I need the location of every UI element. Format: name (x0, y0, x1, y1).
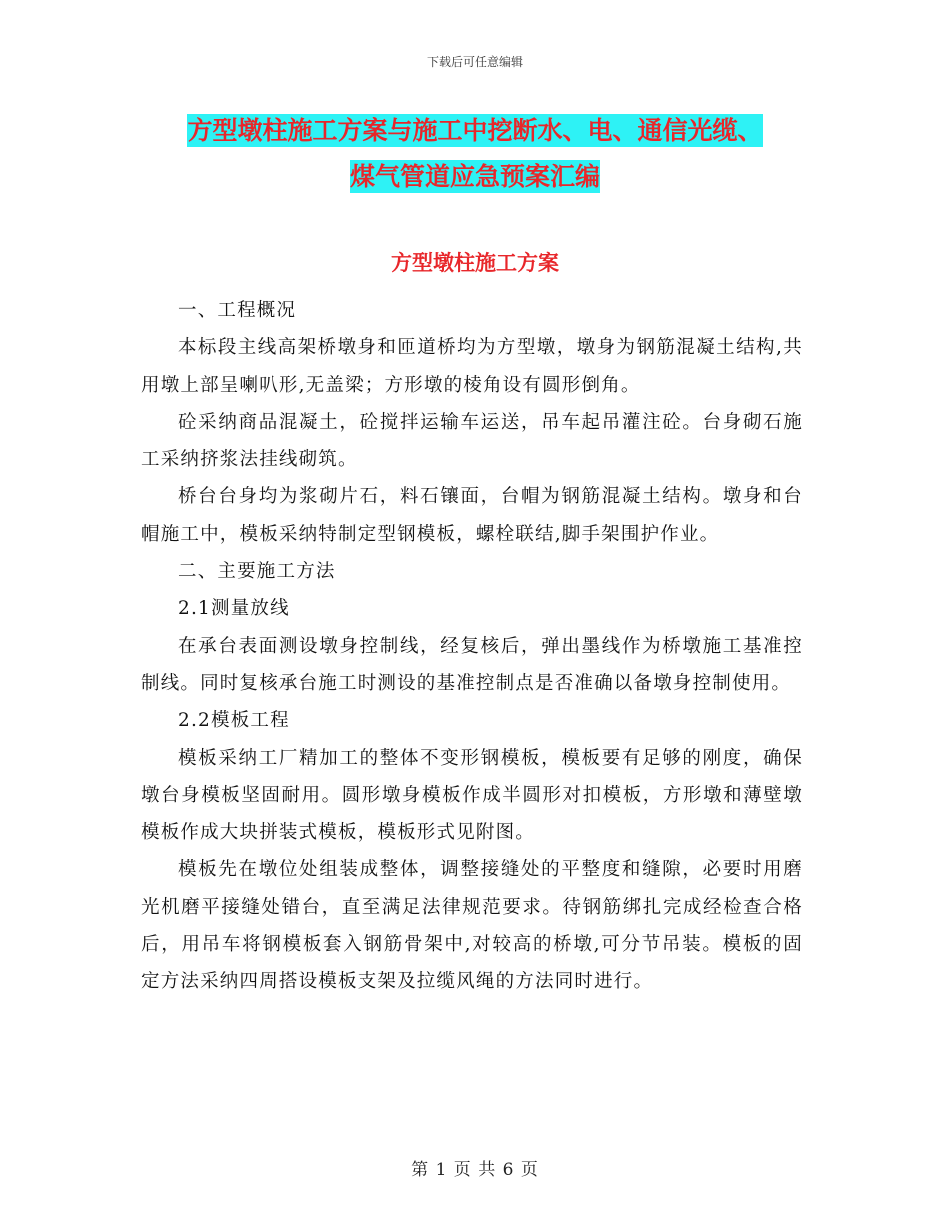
paragraph: 在承台表面测设墩身控制线，经复核后，弹出墨线作为桥墩施工基准控制线。同时复核承台施工时测设的基准控制点是否准确以备墩身控制使用。 (141, 635, 803, 694)
document-title (120, 108, 830, 200)
heading-main-methods: 二、主要施工方法 (178, 561, 336, 583)
paragraph: 砼采纳商品混凝土，砼搅拌运输车运送，吊车起吊灌注砼。台身砌石施工采纳挤浆法挂线砌筑。 (141, 411, 803, 471)
heading-project-overview: 一、工程概况 (178, 300, 297, 321)
paragraph: 本标段主线高架桥墩身和匝道桥均为方型墩，墩身为钢筋混凝土结构,共用墩上部呈喇叭形,无盖梁；方形墩的棱角设有圆形倒角。 (141, 337, 803, 396)
paragraph: 桥台台身均为浆砌片石，料石镶面，台帽为钢筋混凝土结构。墩身和台帽施工中，模板采纳特制定型钢模板，螺栓联结,脚手架围护作业。 (141, 486, 803, 545)
section-title: 方型墩柱施工方案 (391, 251, 559, 275)
subheading-formwork: 2.2模板工程 (178, 710, 290, 732)
page-number: 第 1 页 共 6 页 (411, 1160, 539, 1180)
document-title-line-1: 方型墩柱施工方案与施工中挖断水、电、通信光缆、 (187, 116, 763, 145)
page-header-note: 下载后可任意编辑 (426, 55, 523, 69)
document-title-line-2: 煤气管道应急预案汇编 (349, 162, 600, 191)
paragraph: 模板先在墩位处组装成整体，调整接缝处的平整度和缝隙，必要时用磨光机磨平接缝处错台，直至满足法律规范要求。待钢筋绑扎完成经检查合格后，用吊车将钢模板套入钢筋骨架中,对较高的桥墩,可分节吊装。模板的固定方法采纳四周搭设模板支架及拉缆风绳的方法同时进行。 (141, 859, 803, 993)
paragraph: 模板采纳工厂精加工的整体不变形钢模板，模板要有足够的刚度，确保墩台身模板坚固耐用。圆形墩身模板作成半圆形对扣模板，方形墩和薄壁墩模板作成大块拼装式模板，模板形式见附图。 (141, 747, 803, 844)
subheading-survey: 2.1测量放线 (178, 598, 290, 620)
document-body (141, 292, 803, 1001)
